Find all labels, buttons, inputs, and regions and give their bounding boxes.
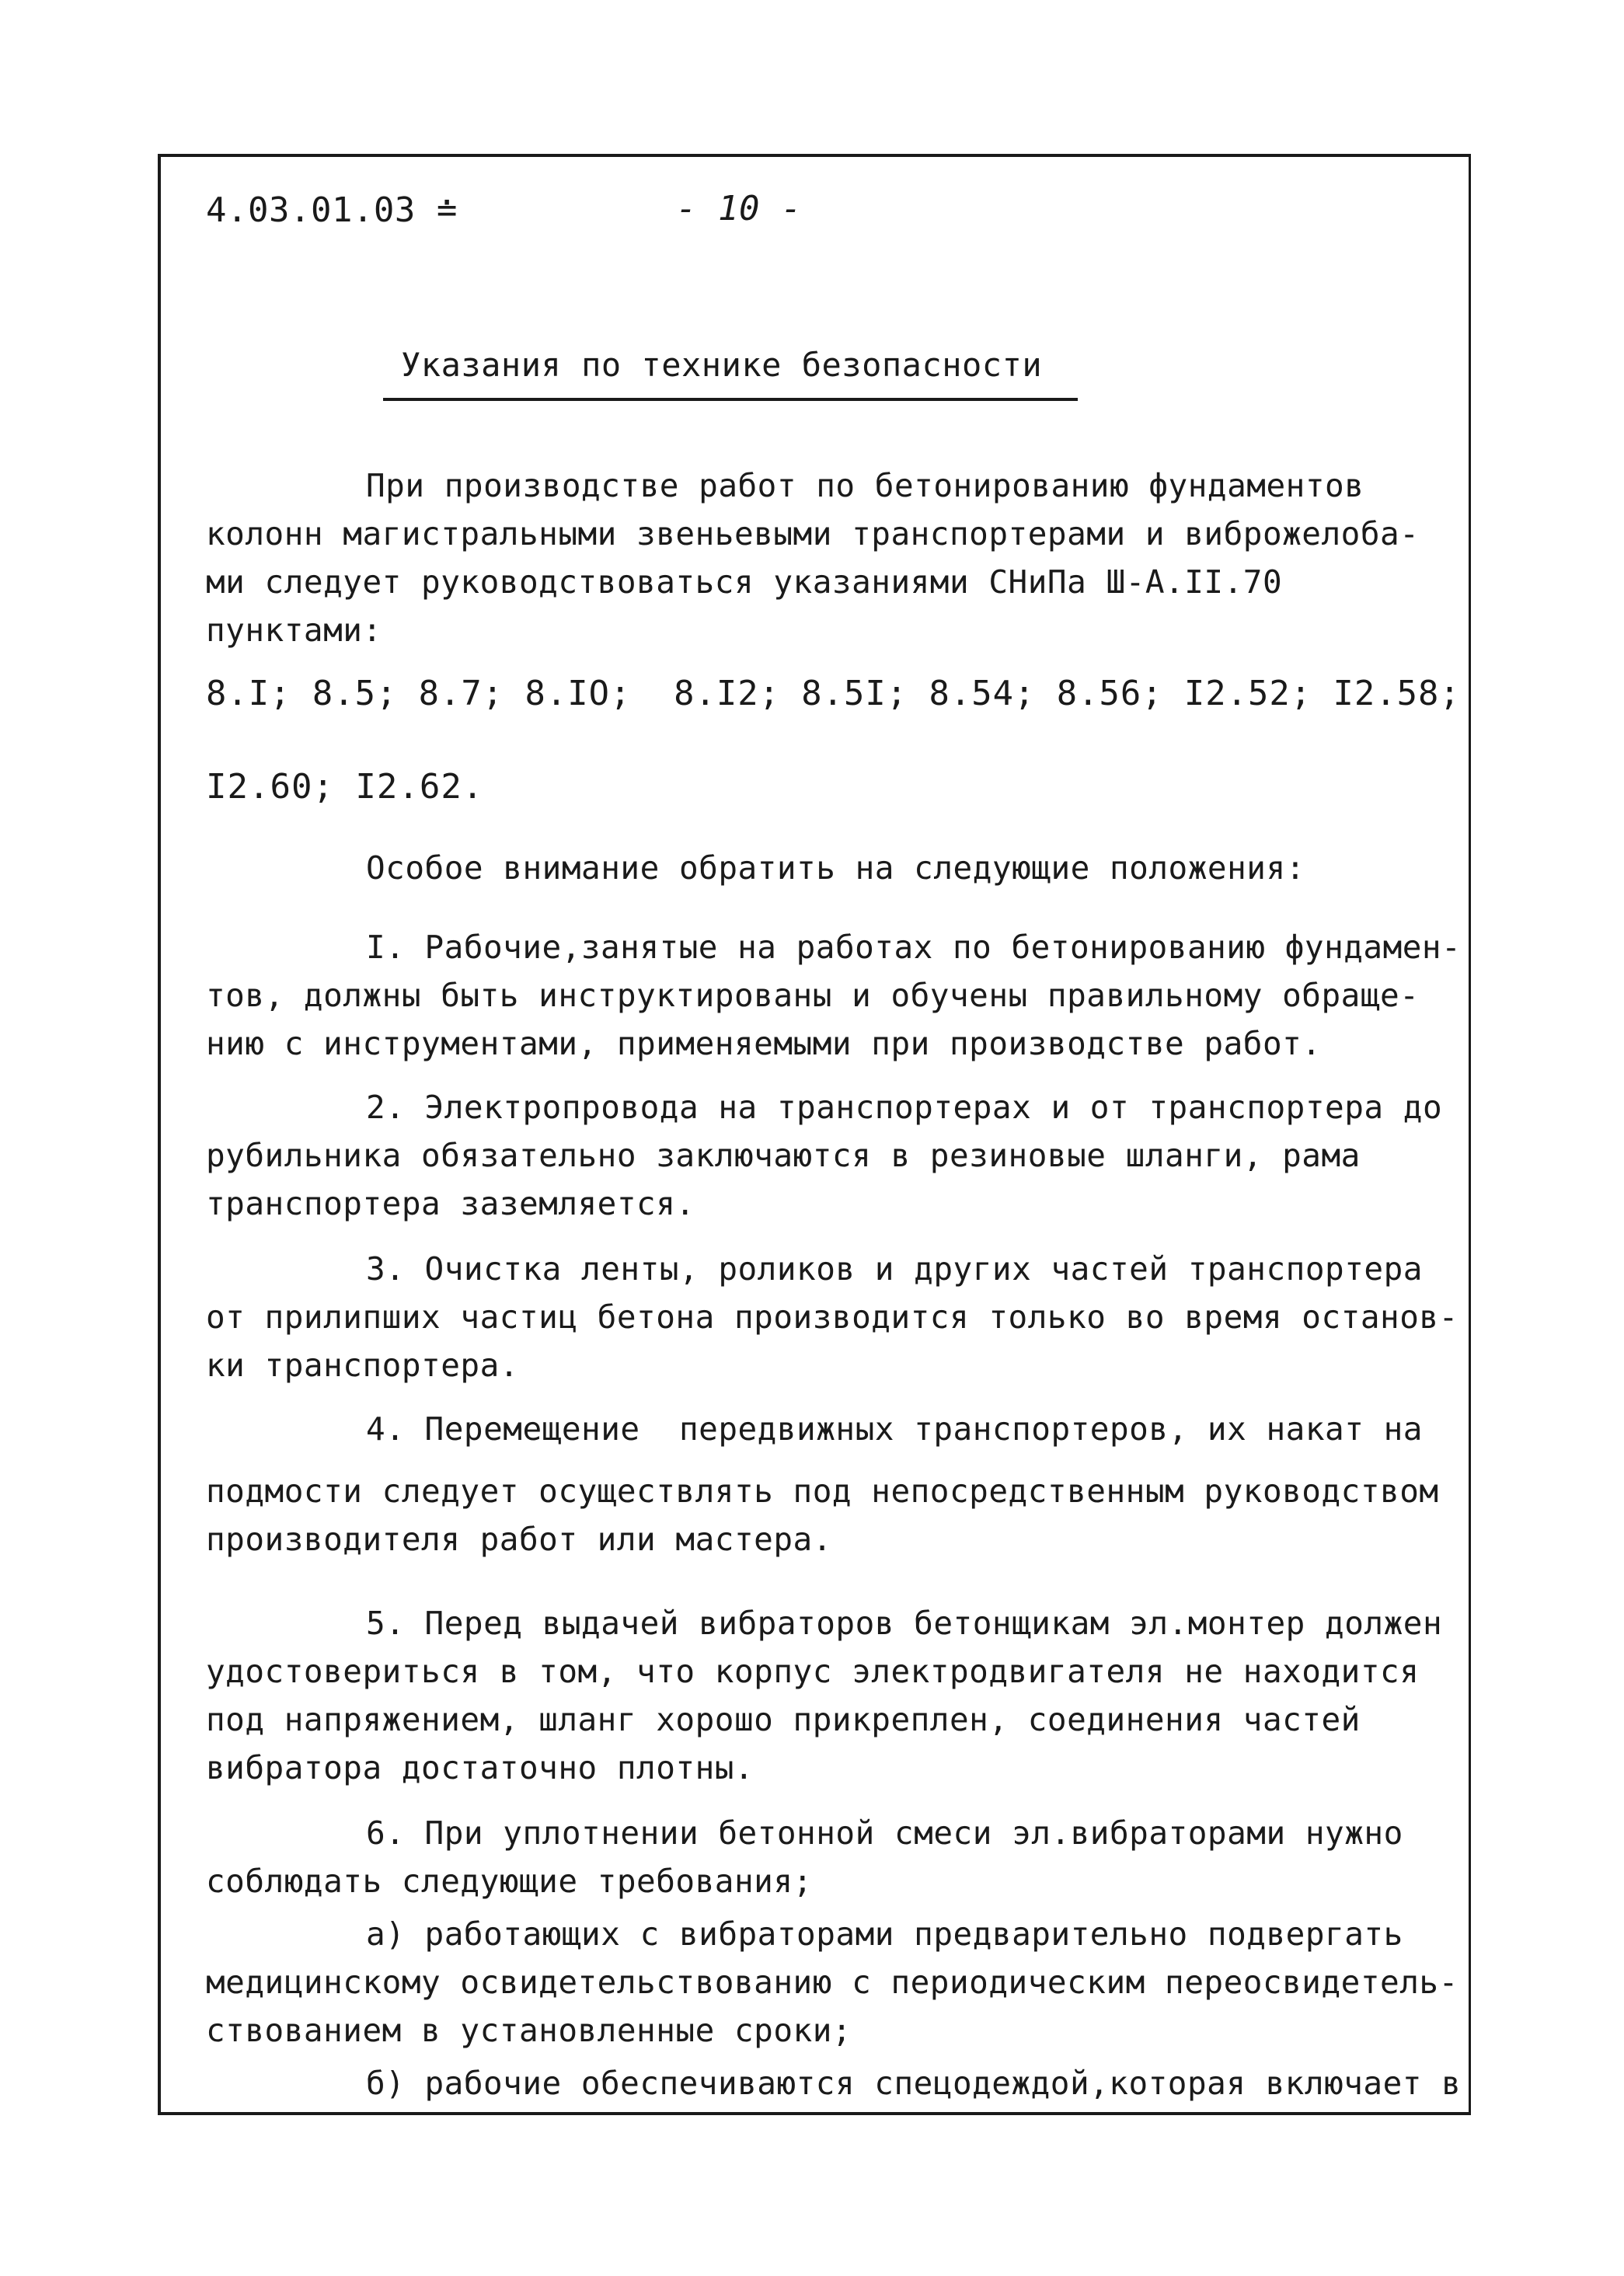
intro-line: ми следует руководствоваться указаниями СНиПа Ш-А.II.70 <box>206 563 1283 601</box>
item-2-line: транспортера заземляется. <box>206 1185 695 1222</box>
item-5-line: вибратора достаточно плотны. <box>206 1749 754 1786</box>
item-6-line: 6. При уплотнении бетонной смеси эл.вибраторами нужно <box>366 1814 1403 1852</box>
item-4-line: производителя работ или мастера. <box>206 1521 832 1558</box>
attention-note: Особое внимание обратить на следующие положения: <box>366 849 1305 887</box>
item-1-line: тов, должны быть инструктированы и обучены правильному обраще- <box>206 977 1420 1014</box>
item-3-line: от прилипших частиц бетона производится только во время останов- <box>206 1298 1458 1336</box>
norms-list-line-1: 8.I; 8.5; 8.7; 8.IO; 8.I2; 8.5I; 8.54; 8.56; I2.52; I2.58; <box>206 674 1461 713</box>
title-underline <box>383 398 1078 401</box>
intro-line: пунктами: <box>206 612 382 649</box>
norms-list-line-2: I2.60; I2.62. <box>206 767 484 807</box>
intro-line: При производстве работ по бетонированию фундаментов <box>366 467 1364 504</box>
item-6a-line: а) работающих с вибраторами предварительно подвергать <box>366 1915 1403 1953</box>
item-1-line: I. Рабочие,занятые на работах по бетонированию фундамен- <box>366 929 1462 966</box>
item-3-line: ки транспортера. <box>206 1347 519 1384</box>
item-4-line: 4. Перемещение передвижных транспортеров, их накат на <box>366 1410 1423 1448</box>
item-6b-line: б) рабочие обеспечиваются спецодеждой,которая включает в <box>366 2065 1462 2102</box>
intro-line: колонн магистральными звеньевыми транспортерами и виброжелоба- <box>206 515 1420 552</box>
item-1-line: нию с инструментами, применяемыми при производстве работ. <box>206 1025 1322 1062</box>
item-4-line: подмости следует осуществлять под непосредственным руководством <box>206 1473 1439 1510</box>
item-5-line: 5. Перед выдачей вибраторов бетонщикам эл.монтер должен <box>366 1605 1443 1642</box>
item-3-line: 3. Очистка ленты, роликов и других частей транспортера <box>366 1250 1423 1288</box>
item-2-line: 2. Электропровода на транспортерах и от транспортера до <box>366 1089 1443 1126</box>
item-6-line: соблюдать следующие требования; <box>206 1863 813 1900</box>
page-number: - 10 - <box>676 189 802 228</box>
section-title: Указания по технике безопасности <box>401 346 1043 384</box>
document-code: 4.03.01.03 ≐ <box>206 190 458 230</box>
item-6a-line: медицинскому освидетельствованию с периодическим переосвидетель- <box>206 1964 1458 2001</box>
item-2-line: рубильника обязательно заключаются в резиновые шланги, рама <box>206 1137 1361 1174</box>
item-6a-line: ствованием в установленные сроки; <box>206 2012 852 2049</box>
item-5-line: под напряжением, шланг хорошо прикреплен, соединения частей <box>206 1701 1361 1738</box>
item-5-line: удостовериться в том, что корпус электродвигателя не находится <box>206 1653 1420 1690</box>
